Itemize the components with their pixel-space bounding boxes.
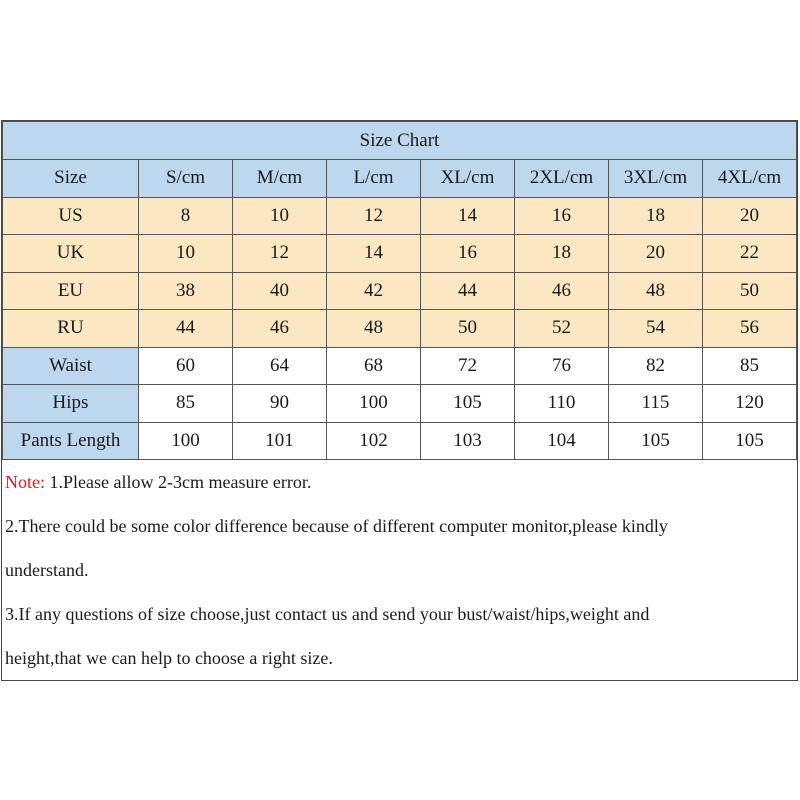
table-cell: 44: [421, 272, 515, 310]
table-cell: 103: [421, 422, 515, 460]
table-cell: 82: [609, 347, 703, 385]
table-cell: 101: [233, 422, 327, 460]
table-cell: 90: [233, 385, 327, 423]
table-row: [3, 385, 797, 423]
row-label: Pants Length: [3, 422, 139, 460]
header-row: [3, 160, 797, 198]
size-chart-table: [2, 121, 797, 460]
table-title: Size Chart: [3, 122, 797, 160]
table-row: [3, 422, 797, 460]
table-cell: 18: [609, 197, 703, 235]
table-cell: 72: [421, 347, 515, 385]
table-cell: 50: [703, 272, 797, 310]
table-cell: 42: [327, 272, 421, 310]
column-header: 4XL/cm: [703, 160, 797, 198]
note-line-4: 3.If any questions of size choose,just contact us and send your bust/waist/hips,weight and: [5, 604, 650, 624]
table-cell: 44: [139, 310, 233, 348]
table-cell: 100: [139, 422, 233, 460]
table-cell: 76: [515, 347, 609, 385]
table-cell: 102: [327, 422, 421, 460]
column-header: S/cm: [139, 160, 233, 198]
table-cell: 46: [233, 310, 327, 348]
table-cell: 20: [703, 197, 797, 235]
table-cell: 16: [515, 197, 609, 235]
table-cell: 54: [609, 310, 703, 348]
note-line-2: 2.There could be some color difference because of different computer monitor,please kindly: [5, 516, 668, 536]
notes-section: [2, 460, 797, 680]
column-header: 2XL/cm: [515, 160, 609, 198]
row-label: RU: [3, 310, 139, 348]
row-label: US: [3, 197, 139, 235]
table-cell: 10: [139, 235, 233, 273]
table-cell: 100: [327, 385, 421, 423]
column-header: XL/cm: [421, 160, 515, 198]
table-cell: 85: [703, 347, 797, 385]
table-cell: 12: [327, 197, 421, 235]
table-cell: 18: [515, 235, 609, 273]
table-cell: 48: [609, 272, 703, 310]
table-cell: 20: [609, 235, 703, 273]
table-cell: 14: [421, 197, 515, 235]
row-label: Hips: [3, 385, 139, 423]
table-cell: 22: [703, 235, 797, 273]
note-line-3: understand.: [5, 560, 89, 580]
table-cell: 40: [233, 272, 327, 310]
table-cell: 10: [233, 197, 327, 235]
table-row: [3, 272, 797, 310]
table-cell: 64: [233, 347, 327, 385]
table-cell: 68: [327, 347, 421, 385]
table-cell: 14: [327, 235, 421, 273]
row-label: Waist: [3, 347, 139, 385]
table-cell: 105: [703, 422, 797, 460]
table-cell: 46: [515, 272, 609, 310]
table-cell: 12: [233, 235, 327, 273]
column-header: L/cm: [327, 160, 421, 198]
table-row: [3, 310, 797, 348]
table-cell: 56: [703, 310, 797, 348]
note-label: Note:: [5, 472, 45, 492]
table-cell: 105: [609, 422, 703, 460]
column-header: Size: [3, 160, 139, 198]
table-cell: 52: [515, 310, 609, 348]
note-line-5: height,that we can help to choose a right size.: [5, 648, 333, 668]
table-cell: 16: [421, 235, 515, 273]
row-label: UK: [3, 235, 139, 273]
table-cell: 38: [139, 272, 233, 310]
table-cell: 104: [515, 422, 609, 460]
size-chart-sheet: [1, 120, 798, 681]
table-cell: 48: [327, 310, 421, 348]
table-row: [3, 347, 797, 385]
note-line-1: [5, 460, 797, 504]
table-cell: 50: [421, 310, 515, 348]
note-text-1: 1.Please allow 2-3cm measure error.: [45, 472, 312, 492]
column-header: M/cm: [233, 160, 327, 198]
table-cell: 105: [421, 385, 515, 423]
table-cell: 60: [139, 347, 233, 385]
table-row: [3, 197, 797, 235]
table-cell: 120: [703, 385, 797, 423]
table-row: [3, 235, 797, 273]
table-cell: 110: [515, 385, 609, 423]
table-cell: 115: [609, 385, 703, 423]
row-label: EU: [3, 272, 139, 310]
table-cell: 8: [139, 197, 233, 235]
column-header: 3XL/cm: [609, 160, 703, 198]
table-cell: 85: [139, 385, 233, 423]
title-row: [3, 122, 797, 160]
